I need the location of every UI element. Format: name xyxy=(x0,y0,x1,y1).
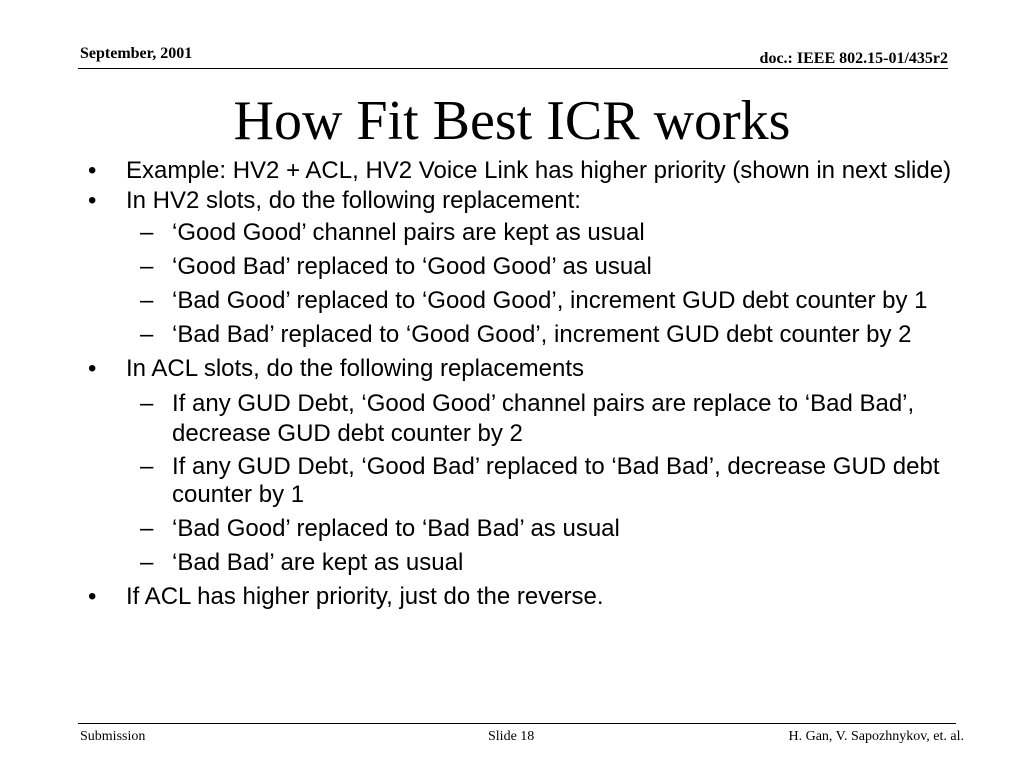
header-date: September, 2001 xyxy=(80,45,193,62)
bullet-text: In HV2 slots, do the following replacement: xyxy=(126,187,581,214)
bullet-item xyxy=(88,583,958,611)
sub-bullet-marker: – xyxy=(140,515,154,542)
sub-bullet-marker: – xyxy=(140,390,154,417)
sub-bullet-text: ‘Good Bad’ replaced to ‘Good Good’ as usual xyxy=(172,253,652,280)
footer-slide-number: Slide 18 xyxy=(488,729,535,744)
header-divider xyxy=(78,68,948,69)
footer-submission: Submission xyxy=(80,729,146,744)
sub-bullet-text: ‘Bad Bad’ replaced to ‘Good Good’, increment GUD debt counter by 2 xyxy=(172,321,912,348)
sub-bullet-item xyxy=(88,253,958,281)
sub-bullet-item xyxy=(88,549,958,577)
sub-bullet-item xyxy=(88,287,958,315)
footer-authors: H. Gan, V. Sapozhnykov, et. al. xyxy=(788,729,964,744)
bullet-item xyxy=(88,153,958,189)
sub-bullet-text: ‘Bad Good’ replaced to ‘Good Good’, increment GUD debt counter by 1 xyxy=(172,287,928,314)
bullet-text: If ACL has higher priority, just do the reverse. xyxy=(126,583,604,610)
sub-bullet-marker: – xyxy=(140,219,154,246)
sub-bullet-item xyxy=(88,389,958,449)
sub-bullet-text: If any GUD Debt, ‘Good Good’ channel pairs are replace to ‘Bad Bad’, decrease GUD debt counter by 2 xyxy=(172,390,915,447)
sub-bullet-text: ‘Bad Bad’ are kept as usual xyxy=(172,549,464,576)
sub-bullet-marker: – xyxy=(140,253,154,280)
bullet-item xyxy=(88,355,958,383)
sub-bullet-marker: – xyxy=(140,453,154,480)
sub-bullet-item xyxy=(88,515,958,543)
sub-bullet-item xyxy=(88,453,958,509)
bullet-text: Example: HV2 + ACL, HV2 Voice Link has higher priority (shown in next slide) xyxy=(126,157,952,184)
slide-title: How Fit Best ICR works xyxy=(233,90,791,152)
sub-bullet-marker: – xyxy=(140,287,154,314)
sub-bullet-text: ‘Good Good’ channel pairs are kept as usual xyxy=(172,219,645,246)
bullet-item xyxy=(88,187,958,215)
bullet-marker: • xyxy=(88,157,97,184)
bullet-text: In ACL slots, do the following replacements xyxy=(126,355,585,382)
sub-bullet-item xyxy=(88,321,958,349)
bullet-marker: • xyxy=(88,187,97,214)
bullet-marker: • xyxy=(88,583,97,610)
slide-body xyxy=(88,153,958,611)
sub-bullet-marker: – xyxy=(140,549,154,576)
sub-bullet-item xyxy=(88,219,958,247)
footer-divider xyxy=(78,723,956,724)
sub-bullet-marker: – xyxy=(140,321,154,348)
sub-bullet-text: ‘Bad Good’ replaced to ‘Bad Bad’ as usual xyxy=(172,515,620,542)
header-doc-id: doc.: IEEE 802.15-01/435r2 xyxy=(759,50,948,67)
sub-bullet-text: If any GUD Debt, ‘Good Bad’ replaced to ‘Bad Bad’, decrease GUD debt counter by 1 xyxy=(172,453,940,508)
bullet-marker: • xyxy=(88,355,97,382)
